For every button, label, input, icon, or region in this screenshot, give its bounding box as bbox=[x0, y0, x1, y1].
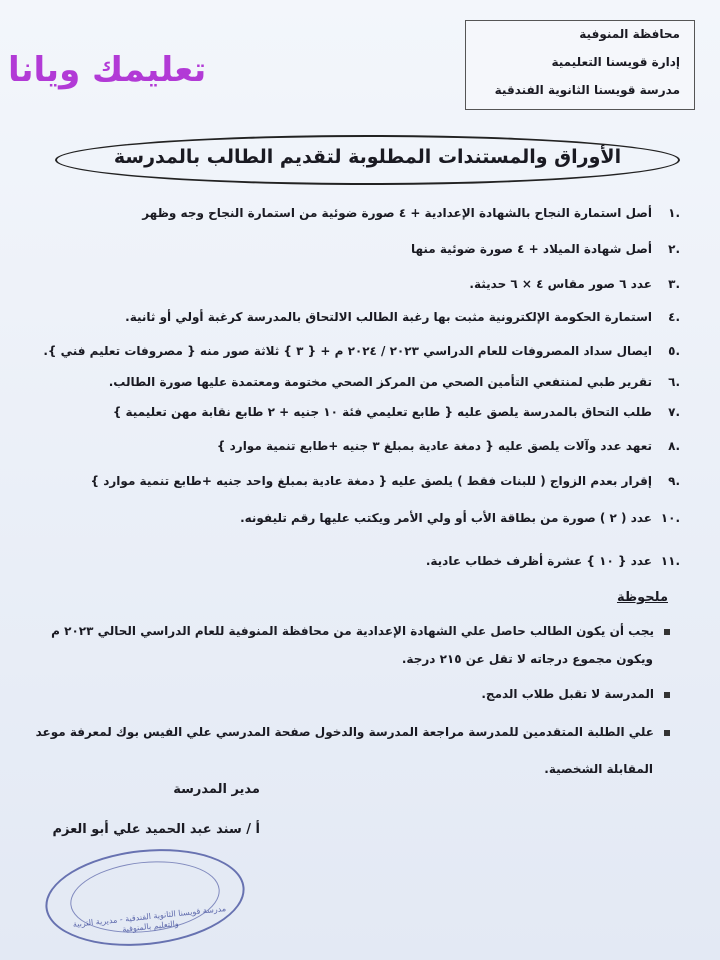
note-bullet: يجب أن يكون الطالب حاصل علي الشهادة الإعدادية من محافظة المنوفية للعام الدراسي الحالي ٢٠٢٣ م bbox=[4, 624, 670, 639]
governorate: محافظة المنوفية bbox=[579, 27, 680, 41]
note-bullet: علي الطلبة المتقدمين للمدرسة مراجعة المدرسة والدخول صفحة المدرسي علي الفيس بوك لمعرفة موعد bbox=[4, 725, 670, 740]
document-title: الأوراق والمستندات المطلوبة لتقديم الطالب بالمدرسة bbox=[113, 146, 622, 168]
bullet-icon bbox=[664, 692, 670, 698]
list-item: .١أصل استمارة النجاح بالشهادة الإعدادية + ٤ صورة ضوئية من استمارة النجاح وجه وظهر bbox=[142, 206, 680, 220]
signature-name: أ / سند عبد الحميد علي أبو العزم bbox=[52, 822, 260, 837]
list-item: .٣عدد ٦ صور مقاس ٤ × ٦ حديثة. bbox=[469, 277, 680, 291]
list-item: .٥ايصال سداد المصروفات للعام الدراسي ٢٠٢٣ / ٢٠٢٤ م + { ٣ } ثلاثة صور منه { مصروفات تعليم فني }. bbox=[43, 344, 680, 358]
list-item: .٩إقرار بعدم الزواج ( للبنات فقط ) يلصق عليه { دمغة عادية بمبلغ واحد جنيه +طابع تنمية موارد } bbox=[90, 474, 680, 488]
list-item: .٢أصل شهادة الميلاد + ٤ صورة ضوئية منها bbox=[410, 242, 680, 256]
signature-title: مدير المدرسة bbox=[173, 782, 260, 797]
list-item: .٦تقرير طبي لمنتفعي التأمين الصحي من المركز الصحي مختومة ومعتمدة عليها صورة الطالب. bbox=[108, 375, 680, 389]
note-bullet: المدرسة لا تقبل طلاب الدمج. bbox=[4, 687, 670, 702]
administration: إدارة قويسنا التعليمية bbox=[551, 55, 680, 69]
list-item: .٨تعهد عدد وآلات يلصق عليه { دمغة عادية بمبلغ ٣ جنيه +طابع تنمية موارد } bbox=[216, 439, 680, 453]
list-item: .١١عدد { ١٠ } عشرة أظرف خطاب عادية. bbox=[425, 554, 680, 568]
list-item: .١٠عدد ( ٢ ) صورة من بطاقة الأب أو ولي الأمر ويكتب عليها رقم تليفونه. bbox=[240, 511, 680, 525]
list-item: .٤استمارة الحكومة الإلكترونية مثبت بها رغبة الطالب الالتحاق بالمدرسة كرغبة أولي أو ثانية. bbox=[125, 310, 680, 324]
bullet-icon bbox=[664, 730, 670, 736]
school-name: مدرسة قويسنا الثانوية الفندقية bbox=[494, 83, 680, 97]
bullet-icon bbox=[664, 629, 670, 635]
note-continuation: المقابلة الشخصية. bbox=[544, 762, 653, 776]
watermark: تعليمك ويانا bbox=[8, 50, 207, 90]
note-continuation: ويكون مجموع درجاته لا تقل عن ٢١٥ درجة. bbox=[401, 652, 653, 666]
stamp-text: مدرسة قويسنا الثانوية الفندقية - مديرية التربية والتعليم بالمنوفية bbox=[72, 904, 227, 934]
header-box bbox=[465, 20, 695, 110]
notes-heading: ملحوظة bbox=[616, 590, 668, 605]
list-item: .٧طلب التحاق بالمدرسة يلصق عليه { طابع تعليمي فئة ١٠ جنيه + ٢ طابع نقابة مهن تعليمية } bbox=[112, 405, 680, 419]
